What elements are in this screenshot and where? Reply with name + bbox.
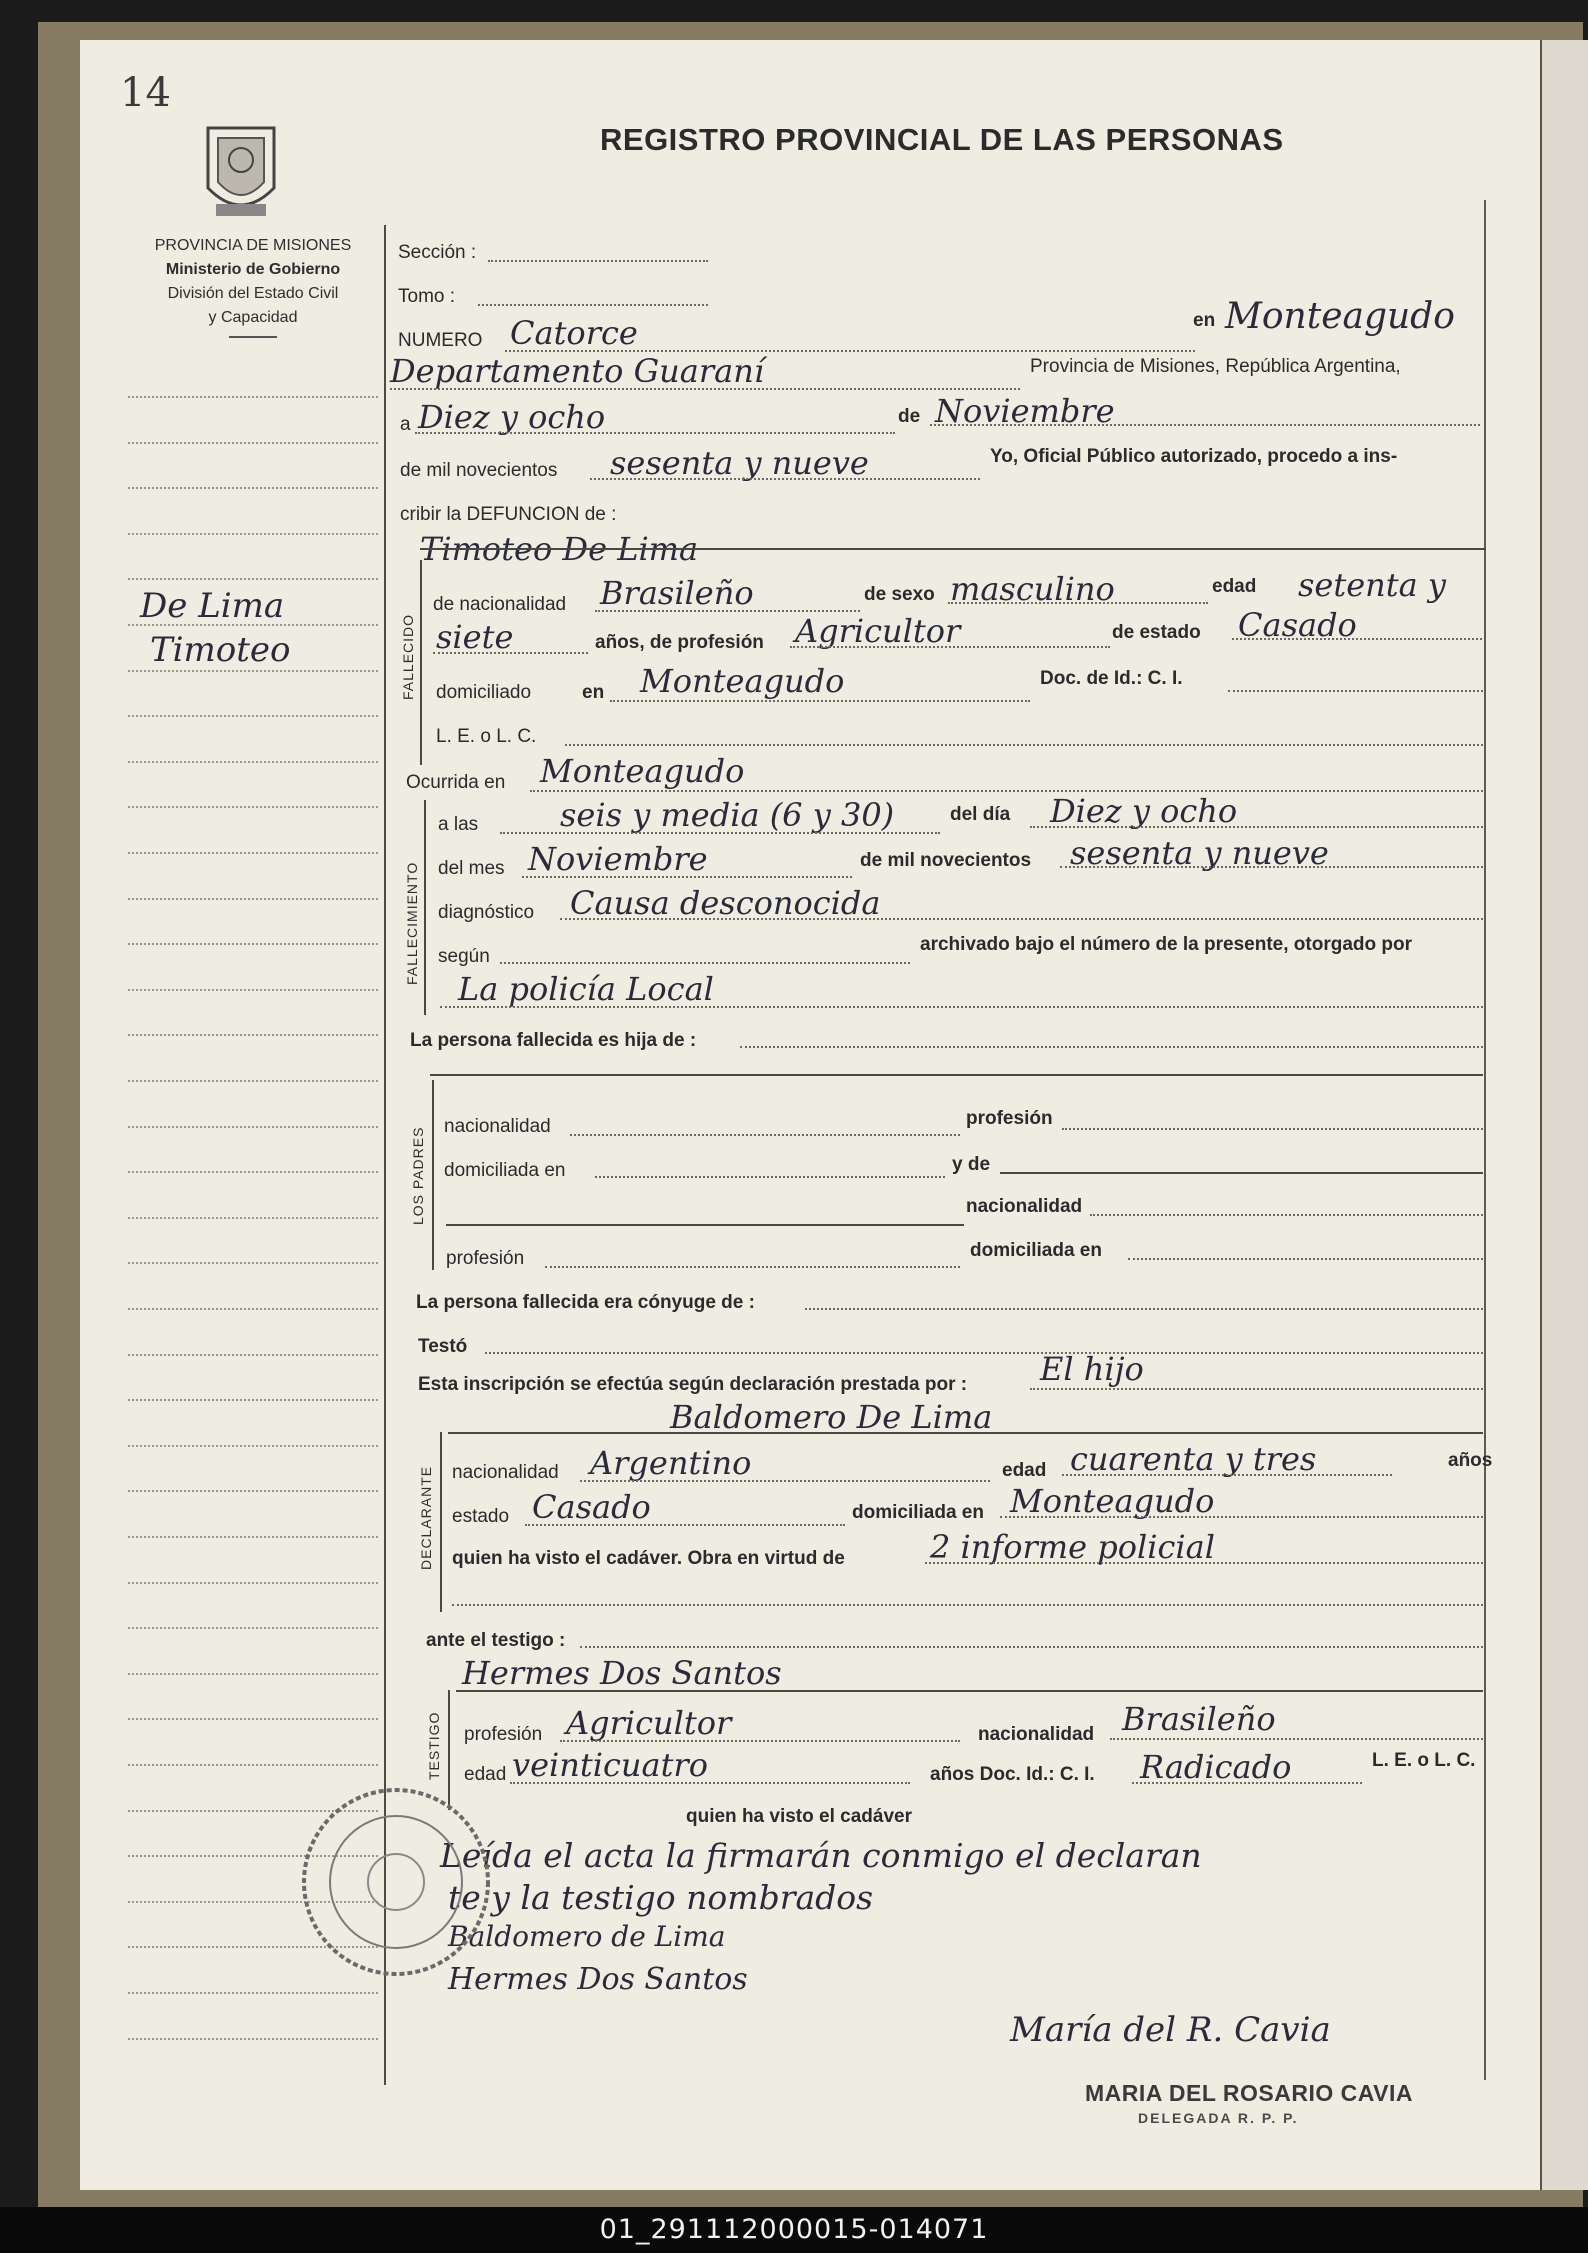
value-sexo: masculino bbox=[950, 570, 1115, 608]
value-diagnostico: Causa desconocida bbox=[570, 884, 881, 922]
margin-ruled-line bbox=[128, 1582, 378, 1584]
value-t-nacionalidad: Brasileño bbox=[1122, 1700, 1276, 1738]
field-line bbox=[1000, 1516, 1483, 1518]
label-archivado: archivado bajo el número de la presente, otorgado por bbox=[920, 934, 1412, 955]
field-line bbox=[1132, 1782, 1362, 1784]
field-line bbox=[1232, 638, 1482, 640]
value-anio2: sesenta y nueve bbox=[1070, 834, 1329, 872]
field-line bbox=[580, 1646, 1483, 1648]
label-t-anios-doc: años Doc. Id.: C. I. bbox=[930, 1764, 1095, 1785]
field-line bbox=[1030, 1388, 1483, 1390]
value-d-estado: Casado bbox=[532, 1488, 651, 1526]
value-firma-declarante: Baldomero de Lima bbox=[448, 1920, 726, 1953]
field-line bbox=[1110, 1738, 1483, 1740]
margin-ruled-line bbox=[128, 1992, 378, 1994]
label-quien-visto: quien ha visto el cadáver. Obra en virtud de bbox=[452, 1548, 845, 1569]
label-tomo: Tomo : bbox=[398, 286, 456, 307]
label-t-le-lc: L. E. o L. C. bbox=[1372, 1750, 1476, 1771]
value-testigo-nombre: Hermes Dos Santos bbox=[462, 1654, 782, 1692]
label-a-las: a las bbox=[438, 814, 479, 835]
label-t-edad: edad bbox=[464, 1764, 507, 1785]
right-rule bbox=[1484, 200, 1486, 2080]
label-le-lc: L. E. o L. C. bbox=[436, 726, 537, 747]
field-line bbox=[530, 790, 1483, 792]
margin-ruled-line bbox=[128, 1718, 378, 1720]
value-lugar: Monteagudo bbox=[1225, 296, 1455, 337]
value-del-dia: Diez y ocho bbox=[1050, 792, 1238, 830]
field-line bbox=[805, 1308, 1483, 1310]
label-domiciliado: domiciliado bbox=[436, 682, 532, 703]
field-line bbox=[456, 1690, 1483, 1692]
margin-ruled-line bbox=[128, 943, 378, 945]
label-diagnostico: diagnóstico bbox=[438, 902, 535, 923]
label-p-nacionalidad: nacionalidad bbox=[444, 1116, 551, 1137]
margin-ruled-line bbox=[128, 1445, 378, 1447]
label-d-domiciliada: domiciliada en bbox=[852, 1502, 984, 1523]
margin-ruled-line bbox=[128, 1080, 378, 1082]
field-line bbox=[1030, 826, 1483, 828]
institution-line: PROVINCIA DE MISIONES bbox=[154, 237, 352, 254]
label-d-anios: años bbox=[1448, 1450, 1493, 1471]
label-numero: NUMERO bbox=[398, 330, 483, 351]
section-bracket bbox=[432, 1080, 434, 1270]
official-stamp-icon bbox=[296, 1782, 496, 1982]
section-label-testigo: TESTIGO bbox=[426, 1711, 442, 1780]
label-d-edad: edad bbox=[1002, 1460, 1047, 1481]
label-p-nacionalidad2: nacionalidad bbox=[966, 1196, 1083, 1217]
field-line bbox=[560, 1740, 960, 1742]
field-line bbox=[500, 832, 940, 834]
margin-ruled-line bbox=[128, 578, 378, 580]
label-de: de bbox=[898, 406, 921, 427]
label-edad: edad bbox=[1212, 576, 1257, 597]
field-line bbox=[448, 1432, 1483, 1434]
official-name: MARIA DEL ROSARIO CAVIA bbox=[1085, 2080, 1413, 2106]
field-line bbox=[433, 652, 588, 654]
label-seccion: Sección : bbox=[398, 242, 477, 263]
value-d-domicilio: Monteagudo bbox=[1010, 1482, 1215, 1520]
margin-ruled-line bbox=[128, 2038, 378, 2040]
value-nota-2: te y la testigo nombrados bbox=[448, 1878, 874, 1917]
field-line bbox=[590, 478, 980, 480]
margin-ruled-line bbox=[128, 1217, 378, 1219]
label-t-nacionalidad: nacionalidad bbox=[978, 1724, 1095, 1745]
margin-ruled-line bbox=[128, 761, 378, 763]
value-domicilio: Monteagudo bbox=[640, 662, 845, 700]
value-del-mes: Noviembre bbox=[528, 840, 708, 878]
label-esta-inscripcion: Esta inscripción se efectúa según declaración prestada por : bbox=[418, 1374, 968, 1395]
label-d-estado: estado bbox=[452, 1506, 510, 1527]
field-line bbox=[580, 1480, 990, 1482]
field-line bbox=[1062, 1474, 1392, 1476]
value-otorgado: La policía Local bbox=[458, 970, 714, 1008]
label-a: a bbox=[400, 414, 411, 435]
label-doc: Doc. de Id.: C. I. bbox=[1040, 668, 1183, 689]
label-en: en bbox=[1193, 310, 1216, 331]
field-line bbox=[452, 1604, 1483, 1606]
section-bracket bbox=[420, 560, 422, 765]
field-line bbox=[440, 1006, 1483, 1008]
value-numero: Catorce bbox=[510, 314, 638, 352]
label-nacionalidad: de nacionalidad bbox=[433, 594, 567, 615]
field-line bbox=[930, 424, 1480, 426]
margin-ruled-line bbox=[128, 852, 378, 854]
institution-line: División del Estado Civil bbox=[167, 285, 339, 302]
label-inscribir: cribir la DEFUNCION de : bbox=[400, 504, 617, 525]
label-ante-testigo: ante el testigo : bbox=[426, 1630, 566, 1651]
value-d-edad: cuarenta y tres bbox=[1070, 1440, 1317, 1478]
field-line bbox=[390, 388, 1020, 390]
margin-ruled-line bbox=[128, 1627, 378, 1629]
label-del-mes: del mes bbox=[438, 858, 505, 879]
official-role: DELEGADA R. P. P. bbox=[1138, 2110, 1299, 2126]
margin-ruled-line bbox=[128, 1673, 378, 1675]
label-provincia: Provincia de Misiones, República Argentina, bbox=[1030, 356, 1401, 377]
margin-ruled-line bbox=[128, 396, 378, 398]
field-line bbox=[430, 1074, 1483, 1076]
margin-ruled-line bbox=[128, 1308, 378, 1310]
value-hora: seis y media (6 y 30) bbox=[560, 796, 895, 834]
value-d-nacionalidad: Argentino bbox=[590, 1444, 752, 1482]
section-bracket bbox=[424, 800, 426, 1015]
margin-ruled-line bbox=[128, 1536, 378, 1538]
field-line bbox=[740, 1046, 1483, 1048]
value-anio: sesenta y nueve bbox=[610, 444, 869, 482]
value-departamento: Departamento Guaraní bbox=[390, 352, 765, 390]
value-t-profesion: Agricultor bbox=[566, 1704, 732, 1742]
value-estado: Casado bbox=[1238, 606, 1357, 644]
label-hija-de: La persona fallecida es hija de : bbox=[410, 1030, 697, 1051]
field-line bbox=[1062, 1128, 1483, 1130]
institution-block bbox=[118, 234, 388, 338]
value-ocurrida: Monteagudo bbox=[540, 752, 745, 790]
margin-ruled-line bbox=[128, 1399, 378, 1401]
margin-ruled-line bbox=[128, 1490, 378, 1492]
label-p-profesion2: profesión bbox=[446, 1248, 525, 1269]
official-signature: María del R. Cavia bbox=[1010, 2010, 1331, 2050]
value-dia: Diez y ocho bbox=[418, 398, 606, 436]
label-ocurrida: Ocurrida en bbox=[406, 772, 506, 793]
margin-note-surname: De Lima bbox=[140, 586, 285, 626]
field-line bbox=[545, 1266, 960, 1268]
margin-ruled-line bbox=[128, 898, 378, 900]
field-line bbox=[595, 1176, 945, 1178]
value-declarante-nombre: Baldomero De Lima bbox=[670, 1398, 993, 1436]
label-p-profesion: profesión bbox=[966, 1108, 1053, 1129]
field-line bbox=[1090, 1214, 1483, 1216]
field-line bbox=[570, 1134, 960, 1136]
value-declarante-por: El hijo bbox=[1040, 1350, 1144, 1388]
document-title: REGISTRO PROVINCIAL DE LAS PERSONAS bbox=[600, 122, 1284, 157]
field-line bbox=[478, 304, 708, 306]
margin-ruled-line bbox=[128, 1034, 378, 1036]
field-line bbox=[415, 432, 895, 434]
margin-ruled-line bbox=[128, 487, 378, 489]
next-page-edge bbox=[1540, 40, 1588, 2190]
margin-ruled-line bbox=[128, 715, 378, 717]
margin-ruled-line bbox=[128, 989, 378, 991]
field-line bbox=[1128, 1258, 1483, 1260]
field-line bbox=[446, 1224, 964, 1226]
margin-ruled-line bbox=[128, 1354, 378, 1356]
field-line bbox=[1060, 866, 1483, 868]
label-yo: Yo, Oficial Público autorizado, procedo a ins- bbox=[990, 446, 1398, 467]
label-del-dia: del día bbox=[950, 804, 1011, 825]
label-anios-profesion: años, de profesión bbox=[595, 632, 764, 653]
label-en-dom: en bbox=[582, 682, 605, 703]
value-profesion: Agricultor bbox=[795, 612, 961, 650]
section-label-declarante: DECLARANTE bbox=[418, 1465, 434, 1570]
margin-note-name: Timoteo bbox=[150, 630, 291, 670]
image-id-footer: 01_291112000015-014071 bbox=[0, 2207, 1588, 2253]
section-label-los-padres: LOS PADRES bbox=[410, 1126, 426, 1225]
field-line bbox=[610, 700, 1030, 702]
field-line bbox=[488, 260, 708, 262]
institution-line: y Capacidad bbox=[208, 309, 298, 326]
field-line bbox=[790, 646, 1110, 648]
section-label-fallecido: FALLECIDO bbox=[400, 613, 416, 700]
field-line bbox=[925, 1562, 1483, 1564]
institution-line: Ministerio de Gobierno bbox=[165, 261, 341, 278]
label-t-quien: quien ha visto el cadáver bbox=[686, 1806, 912, 1827]
section-bracket bbox=[440, 1432, 442, 1612]
field-line bbox=[560, 918, 1483, 920]
field-line bbox=[948, 602, 1208, 604]
label-y-de: y de bbox=[952, 1154, 991, 1175]
label-estado: de estado bbox=[1112, 622, 1201, 643]
label-t-profesion: profesión bbox=[464, 1724, 543, 1745]
label-testo: Testó bbox=[418, 1336, 468, 1357]
provincial-seal-icon bbox=[198, 118, 284, 224]
field-line bbox=[500, 962, 910, 964]
field-line bbox=[485, 1352, 1483, 1354]
field-line bbox=[565, 744, 1483, 746]
label-p-domiciliada: domiciliada en bbox=[444, 1160, 566, 1181]
value-nombre: Timoteo De Lima bbox=[420, 530, 699, 568]
section-label-fallecimiento: FALLECIMIENTO bbox=[404, 861, 420, 985]
label-d-nacionalidad: nacionalidad bbox=[452, 1462, 559, 1483]
margin-ruled-line bbox=[128, 670, 378, 672]
divider bbox=[229, 336, 277, 338]
margin-ruled-line bbox=[128, 1262, 378, 1264]
field-line bbox=[1000, 1172, 1483, 1174]
value-t-edad: veinticuatro bbox=[512, 1746, 708, 1784]
value-edad: setenta y bbox=[1298, 566, 1446, 604]
value-d-obra: 2 informe policial bbox=[930, 1528, 1215, 1566]
margin-ruled-line bbox=[128, 533, 378, 535]
label-p-domiciliada2: domiciliada en bbox=[970, 1240, 1102, 1261]
value-firma-testigo: Hermes Dos Santos bbox=[448, 1962, 748, 1997]
value-mes: Noviembre bbox=[935, 392, 1115, 430]
margin-ruled-line bbox=[128, 1171, 378, 1173]
margin-ruled-line bbox=[128, 1126, 378, 1128]
value-edad2: siete bbox=[436, 618, 514, 656]
field-line bbox=[510, 1782, 910, 1784]
label-segun: según bbox=[438, 946, 490, 967]
value-t-doc: Radicado bbox=[1140, 1748, 1292, 1786]
value-nota-1: Leída el acta la firmarán conmigo el declaran bbox=[440, 1836, 1202, 1875]
field-line bbox=[1228, 690, 1483, 692]
field-line bbox=[522, 876, 852, 878]
margin-ruled-line bbox=[128, 1764, 378, 1766]
label-conyuge: La persona fallecida era cónyuge de : bbox=[416, 1292, 755, 1313]
label-mil: de mil novecientos bbox=[400, 460, 558, 481]
margin-ruled-line bbox=[128, 806, 378, 808]
label-sexo: de sexo bbox=[864, 584, 935, 605]
margin-ruled-line bbox=[128, 442, 378, 444]
value-nacionalidad: Brasileño bbox=[600, 574, 754, 612]
field-line bbox=[420, 548, 1486, 550]
label-de-mil: de mil novecientos bbox=[860, 850, 1032, 871]
field-line bbox=[525, 1524, 845, 1526]
page-number: 14 bbox=[120, 70, 171, 116]
